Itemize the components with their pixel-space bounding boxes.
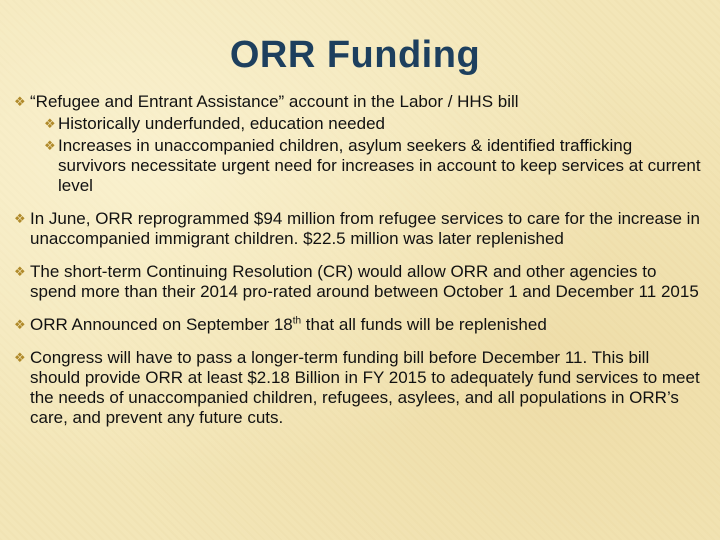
bookmark-bullet-icon: ❖ <box>14 94 26 109</box>
bullet-list <box>14 92 704 428</box>
bookmark-bullet-icon: ❖ <box>14 350 26 365</box>
bullet-text: The short-term Continuing Resolution (CR) would allow ORR and other agencies to spend more than their 2014 pro-rated around between October 1 and December 11 2015 <box>30 262 699 301</box>
bullet-text-after: that all funds will be replenished <box>301 315 547 334</box>
bullet-item <box>14 315 704 335</box>
bullet-text: Historically underfunded, education needed <box>58 114 386 133</box>
slide-title: ORR Funding <box>229 34 481 76</box>
bookmark-bullet-icon: ❖ <box>14 211 26 226</box>
bullet-text: “Refugee and Entrant Assistance” account in the Labor / HHS bill <box>30 92 519 111</box>
bullet-text: In June, ORR reprogrammed $94 million from refugee services to care for the increase in unaccompanied immigrant children. $22.5 million was later replenished <box>30 209 700 248</box>
bullet-item <box>14 348 704 428</box>
sub-bullet-item <box>14 136 704 196</box>
bullet-item <box>14 209 704 249</box>
bullet-item <box>14 262 704 302</box>
bullet-text: Increases in unaccompanied children, asylum seekers & identified trafficking survivors necessitate urgent need for increases in account to keep services at current level <box>58 136 701 195</box>
bookmark-bullet-icon: ❖ <box>44 116 56 131</box>
bullet-text-before: ORR Announced on September 18 <box>30 315 293 334</box>
bullet-item <box>14 92 704 112</box>
bookmark-bullet-icon: ❖ <box>14 264 26 279</box>
ordinal-superscript: th <box>292 315 302 327</box>
bookmark-bullet-icon: ❖ <box>14 317 26 332</box>
sub-bullet-item <box>14 114 704 134</box>
bullet-text: Congress will have to pass a longer-term funding bill before December 11. This bill should provide ORR at least $2.18 Billion in FY 2015 to adequately fund services to meet the needs of unaccompanied children, refugees, asylees, and all populations in ORR’s care, and prevent any future cuts. <box>30 348 700 427</box>
bookmark-bullet-icon: ❖ <box>44 138 56 153</box>
